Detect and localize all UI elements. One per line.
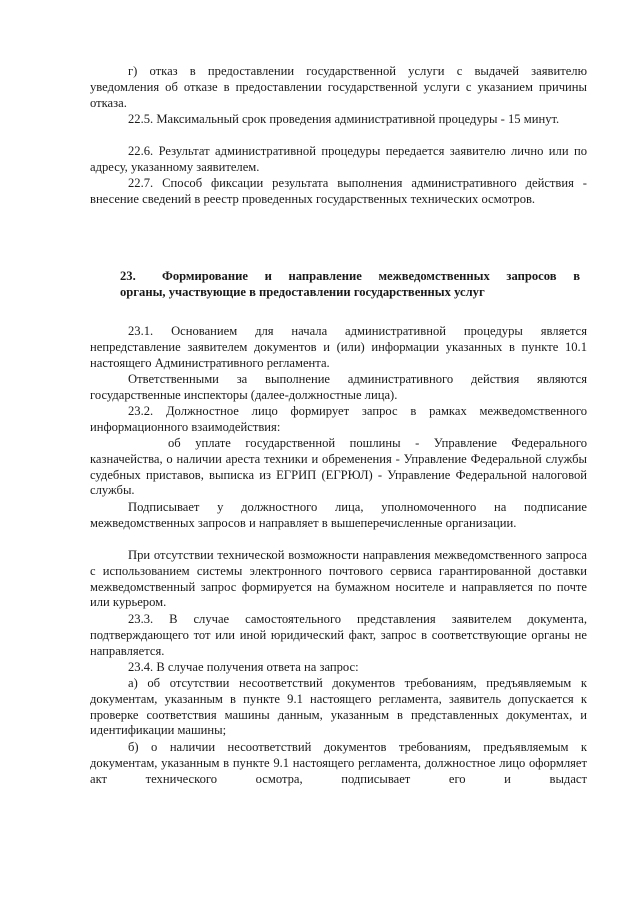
paragraph-about-payment: об уплате государственной пошлины - Управление Федерального казначейства, о наличии ареста техники и обременения - Управление Федеральной службы судебных приставов, выписка из ЕГРИП (ЕГРЮЛ) - Управление Федеральной налоговой службы. xyxy=(90,436,587,498)
paragraph-item-a: а) об отсутствии несоответствий документов требованиям, предъявляемым к документам, указанным в пункте 9.1 настоящего регламента, заявитель допускается к проверке соответствия машины данным, указанным в представленных документах, и идентификации машины; xyxy=(90,676,587,738)
paragraph-22-7: 22.7. Способ фиксации результата выполнения административного действия - внесение сведений в реестр проведенных государственных технических осмотров. xyxy=(90,176,587,206)
paragraph-22-6: 22.6. Результат административной процедуры передается заявителю лично или по адресу, указанному заявителем. xyxy=(90,144,587,174)
paragraph-signs: Подписывает у должностного лица, уполномоченного на подписание межведомственных запросов и направляет в вышеперечисленные организации. xyxy=(90,500,587,530)
section-title-line1: Формирование и направление межведомственных запросов в xyxy=(162,269,580,283)
paragraph-23-2: 23.2. Должностное лицо формирует запрос в рамках межведомственного информационного взаимодействия: xyxy=(90,404,587,434)
section-heading-23 xyxy=(120,268,580,300)
section-title-line2: органы, участвующие в предоставлении государственных услуг xyxy=(120,285,485,299)
section-number: 23. xyxy=(120,269,136,283)
paragraph-refusal-g: г) отказ в предоставлении государственной услуги с выдачей заявителю уведомления об отказе в предоставлении государственной услуги с указанием причины отказа. xyxy=(90,64,587,110)
paragraph-responsible: Ответственными за выполнение административного действия являются государственные инспекторы (далее-должностные лица). xyxy=(90,372,587,402)
paragraph-23-4: 23.4. В случае получения ответа на запрос: xyxy=(128,660,359,674)
paragraph-no-technical-possibility: При отсутствии технической возможности направления межведомственного запроса с использованием системы электронного почтового сервиса гарантированной доставки межведомственный запрос формируется на бумажном носителе и направляется по почте или курьером. xyxy=(90,548,587,610)
paragraph-22-5: 22.5. Максимальный срок проведения административной процедуры - 15 минут. xyxy=(128,112,560,126)
paragraph-23-1: 23.1. Основанием для начала административной процедуры является непредставление заявителем документов и (или) информации указанных в пункте 10.1 настоящего Административного регламента. xyxy=(90,324,587,370)
paragraph-23-3: 23.3. В случае самостоятельного представления заявителем документа, подтверждающего тот или иной юридический факт, запрос в соответствующие органы не направляется. xyxy=(90,612,587,658)
paragraph-item-b: б) о наличии несоответствий документов требованиям, предъявляемым к документам, указанным в пункте 9.1 настоящего регламента, должностное лицо оформляет акт технического осмотра, подписывает его и выдаст xyxy=(90,740,587,786)
